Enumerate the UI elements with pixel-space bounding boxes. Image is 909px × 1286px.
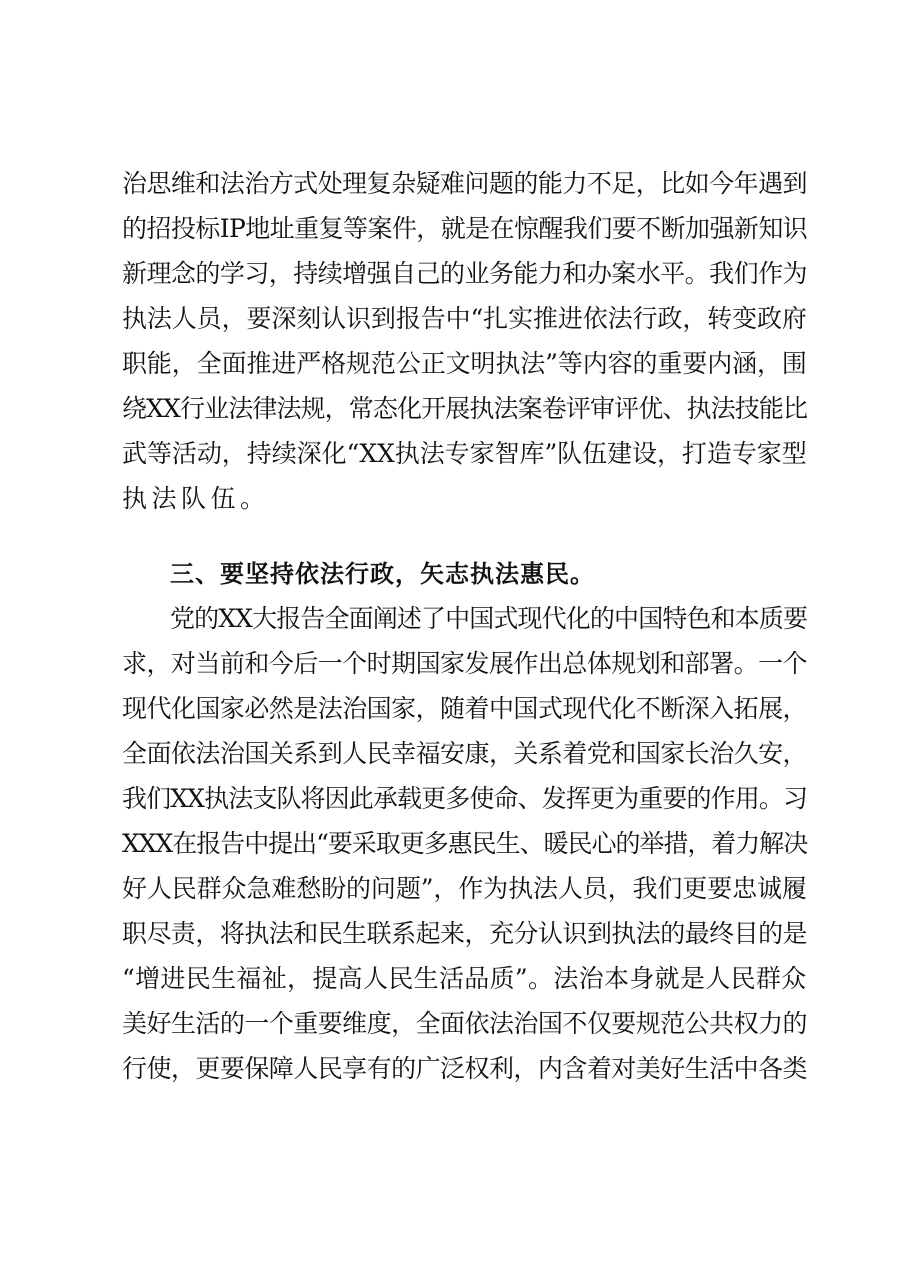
paragraph-line: 党的XX大报告全面阐述了中国式现代化的中国特色和本质要 (170, 604, 808, 633)
paragraph-line: 现代化国家必然是法治国家，随着中国式现代化不断深入拓展， (122, 694, 808, 723)
paragraph-line: 好人民群众急难愁盼的问题”，作为执法人员，我们更要忠诚履 (122, 874, 807, 903)
paragraph-line: 新理念的学习，持续增强自己的业务能力和办案水平。我们作为 (122, 259, 808, 288)
paragraph-line: 的招投标IP地址重复等案件，就是在惊醒我们要不断加强新知识 (122, 214, 808, 243)
paragraph-line: 执法人员，要深刻认识到报告中“扎实推进依法行政，转变政府 (122, 304, 807, 333)
paragraph-line: 全面依法治国关系到人民幸福安康，关系着党和国家长治久安， (122, 739, 808, 768)
paragraph-line: 美好生活的一个重要维度，全面依法治国不仅要规范公共权力的 (122, 1009, 808, 1038)
paragraph-line: 执法队伍。 (122, 484, 270, 513)
paragraph-line: 职尽责，将执法和民生联系起来，充分认识到执法的最终目的是 (122, 919, 808, 948)
paragraph-line: 武等活动，持续深化“XX执法专家智库”队伍建设，打造专家型 (122, 439, 807, 468)
paragraph-line: “增进民生福祉，提高人民生活品质”。法治本身就是人民群众 (122, 964, 807, 993)
paragraph-line: 求，对当前和今后一个时期国家发展作出总体规划和部署。一个 (122, 649, 808, 678)
paragraph-line: XXX在报告中提出“要采取更多惠民生、暖民心的举措，着力解决 (122, 829, 808, 858)
paragraph-line: 行使，更要保障人民享有的广泛权利，内含着对美好生活中各类 (122, 1054, 808, 1083)
paragraph-line: 治思维和法治方式处理复杂疑难问题的能力不足，比如今年遇到 (122, 169, 808, 198)
paragraph-line: 职能，全面推进严格规范公正文明执法”等内容的重要内涵，围 (122, 349, 807, 378)
paragraph-line: 绕XX行业法律法规，常态化开展执法案卷评审评优、执法技能比 (122, 394, 808, 423)
section-heading: 三、要坚持依法行政，矢志执法惠民。 (170, 560, 595, 588)
paragraph-line: 我们XX执法支队将因此承载更多使命、发挥更为重要的作用。习 (122, 784, 808, 813)
